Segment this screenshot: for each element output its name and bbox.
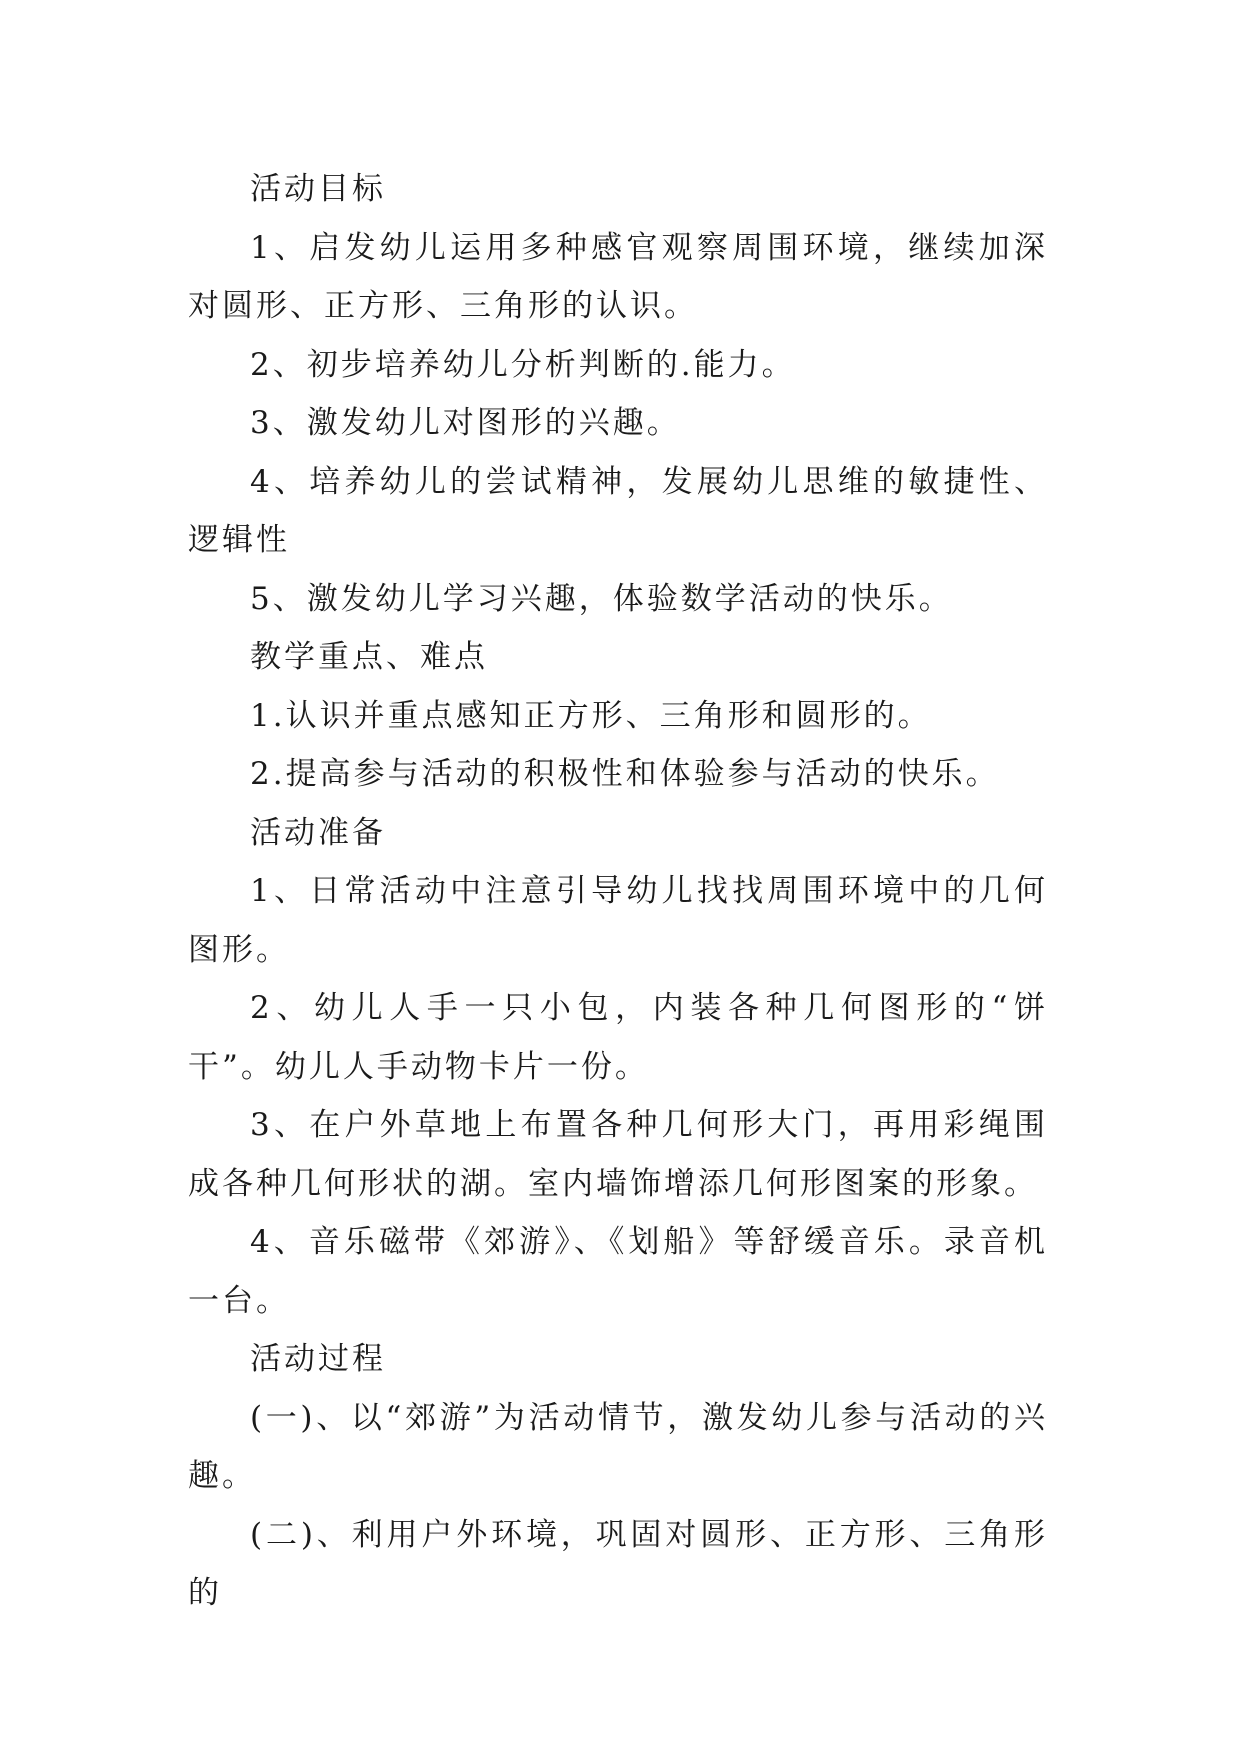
section-heading-key-points: 教学重点、难点 — [250, 639, 488, 675]
preparation-item-1: 1、日常活动中注意引导幼儿找找周围环境中的几何图形。 — [188, 873, 1048, 968]
section-heading-goals: 活动目标 — [250, 171, 386, 207]
goal-item-4: 4、培养幼儿的尝试精神，发展幼儿思维的敏捷性、逻辑性 — [188, 463, 1048, 558]
preparation-item-2: 2、幼儿人手一只小包，内装各种几何图形的“饼干”。幼儿人手动物卡片一份。 — [188, 990, 1048, 1085]
preparation-item-3: 3、在户外草地上布置各种几何形大门，再用彩绳围成各种几何形状的湖。室内墙饰增添几何形图案的形象。 — [188, 1107, 1048, 1202]
section-heading-process: 活动过程 — [250, 1341, 386, 1377]
goal-item-5: 5、激发幼儿学习兴趣，体验数学活动的快乐。 — [250, 580, 953, 617]
section-heading-preparation: 活动准备 — [250, 814, 386, 851]
process-item-2: (二)、利用户外环境，巩固对圆形、正方形、三角形的 — [188, 1516, 1048, 1611]
goal-item-3: 3、激发幼儿对图形的兴趣。 — [250, 405, 681, 441]
document-body — [188, 160, 1048, 1623]
process-item-1: (一)、以“郊游”为活动情节，激发幼儿参与活动的兴趣。 — [188, 1399, 1048, 1494]
key-point-1: 1.认识并重点感知正方形、三角形和圆形的。 — [250, 697, 932, 734]
preparation-item-4: 4、音乐磁带《郊游》、《划船》等舒缓音乐。录音机一台。 — [188, 1224, 1048, 1319]
key-point-2: 2.提高参与活动的积极性和体验参与活动的快乐。 — [250, 756, 1000, 792]
goal-item-1: 1、启发幼儿运用多种感官观察周围环境，继续加深对圆形、正方形、三角形的认识。 — [188, 229, 1048, 324]
goal-item-2: 2、初步培养幼儿分析判断的.能力。 — [250, 346, 796, 383]
